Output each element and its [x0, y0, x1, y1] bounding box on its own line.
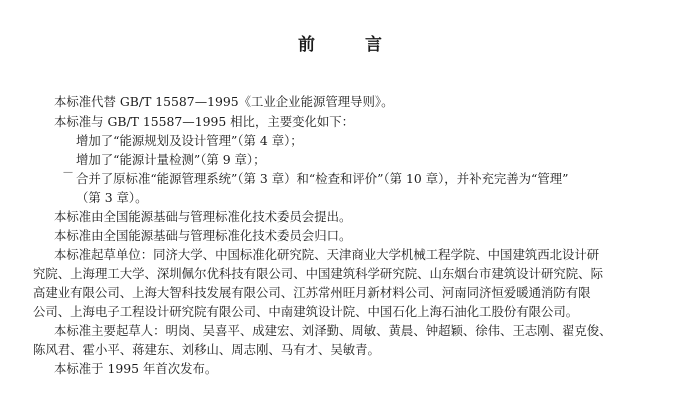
drafters: 本标准主要起草人：明岗、吴喜平、成建宏、刘泽勤、周敏、黄晨、钟超颖、徐伟、王志刚、翟克俊、 — [54, 323, 612, 338]
proposed-by: 本标准由全国能源基础与管理标准化技术委员会提出。 — [54, 209, 352, 224]
managed-by: 本标准由全国能源基础与管理标准化技术委员会归口。 — [54, 228, 352, 243]
page-title: 前 言 — [298, 35, 404, 55]
changes-intro: 本标准与 GB/T 15587—1995 相比，主要变化如下： — [54, 114, 355, 129]
change-item-2: 增加了“能源计量检测”（第 9 章）； — [76, 152, 266, 167]
change-item-3: 合并了原标准“能源管理系统”（第 3 章）和“检查和评价”（第 10 章），并补充完善为“管理” — [76, 171, 569, 186]
drafting-units-line-3: 高建业有限公司、上海大智科技发展有限公司、江苏常州旺月新材料公司、河南同济恒爱暖通消防有限 — [33, 285, 591, 300]
drafters-line-2: 陈风君、霍小平、蒋建东、刘移山、周志刚、马有才、吴敏青。 — [33, 342, 380, 357]
first-published: 本标准于 1995 年首次发布。 — [54, 361, 218, 376]
change-item-1: 增加了“能源规划及设计管理”（第 4 章）； — [76, 133, 303, 148]
drafting-units-line-2: 究院、上海理工大学、深圳佩尔优科技有限公司、中国建筑科学研究院、山东烟台市建筑设计研究院、际 — [33, 266, 603, 281]
drafting-units: 本标准起草单位：同济大学、中国标准化研究院、天津商业大学机械工程学院、中国建筑西北设计研 — [54, 247, 600, 262]
change-item-3-cont: （第 3 章）。 — [76, 190, 148, 205]
drafting-units-line-4: 公司、上海电子工程设计研究院有限公司、中南建筑设计院、中国石化上海石油化工股份有限公司。 — [33, 304, 579, 319]
dash-mark: — — [63, 167, 73, 178]
replaces-statement: 本标准代替 GB/T 15587—1995《工业企业能源管理导则》。 — [54, 94, 394, 109]
